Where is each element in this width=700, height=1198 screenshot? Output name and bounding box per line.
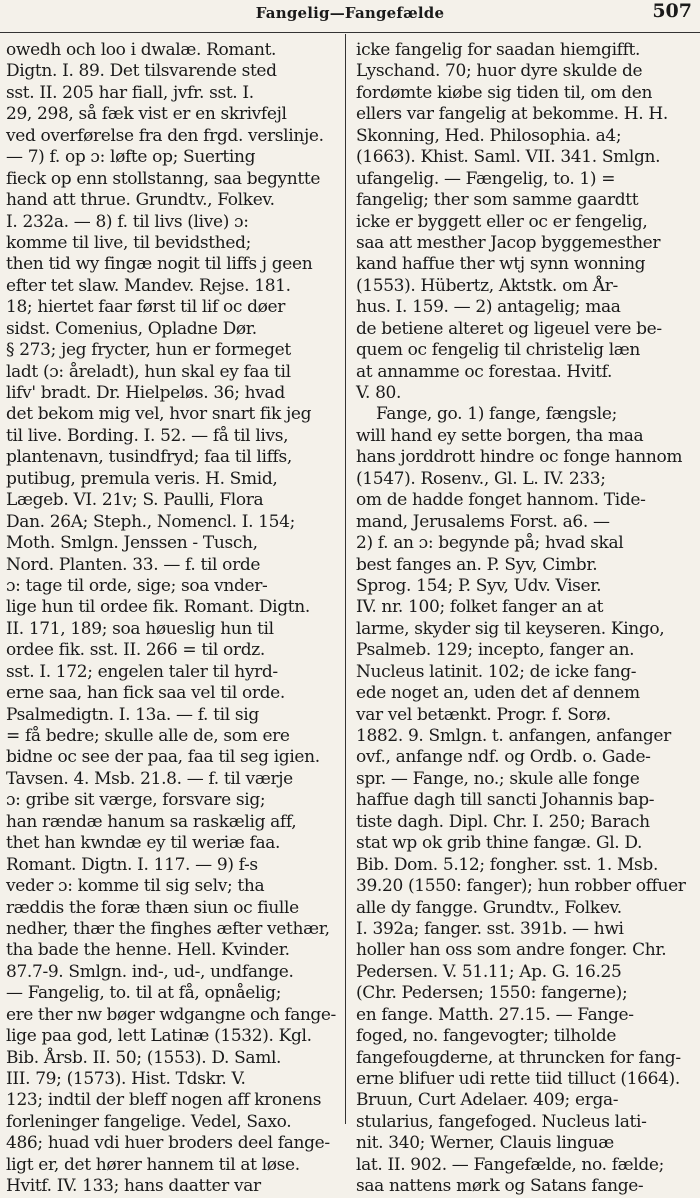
text-line: spr. — Fange, no.; skule alle fonge xyxy=(356,768,640,789)
text-line: saa nattens mørk og Satans fange- xyxy=(356,1176,644,1197)
text-line: Psalmedigtn. I. 13a. — f. til sig xyxy=(6,704,259,725)
text-line: bidne oc see der paa, faa til seg igien. xyxy=(6,747,320,768)
text-line: var vel betænkt. Progr. f. Sorø. xyxy=(356,704,611,725)
text-line: IV. nr. 100; folket fanger an at xyxy=(356,597,604,618)
text-line: 29, 298, så fæk vist er en skrivfejl xyxy=(6,104,287,125)
text-line: Lægeb. VI. 21v; S. Paulli, Flora xyxy=(6,490,264,511)
text-line: 123; indtil der bleff nogen aff kronens xyxy=(6,1090,322,1111)
right-column xyxy=(356,40,686,1197)
text-line: foged, no. fangevogter; tilholde xyxy=(356,1026,617,1047)
text-line: best fanges an. P. Syv, Cimbr. xyxy=(356,554,598,575)
text-line: — Fangelig, to. til at få, opnåelig; xyxy=(6,983,282,1004)
text-line: til live. Bording. I. 52. — få til livs, xyxy=(6,425,289,446)
text-line: I. 232a. — 8) f. til livs (live) ɔ: xyxy=(6,211,249,232)
text-line: Digtn. I. 89. Det tilsvarende sted xyxy=(6,61,277,82)
text-line: ere ther nw bøger wdgangne och fange- xyxy=(6,1004,336,1025)
text-line: 486; huad vdi huer broders deel fange- xyxy=(6,1133,330,1154)
header-rule xyxy=(0,32,700,33)
text-line: 1882. 9. Smlgn. t. anfangen, anfanger xyxy=(356,726,671,746)
text-line: kand haffue ther wtj synn wonning xyxy=(356,254,646,275)
text-line: haffue dagh till sancti Johannis bap- xyxy=(356,790,655,811)
text-line: de betiene alteret og ligeuel vere be- xyxy=(356,318,662,339)
text-line: (Chr. Pedersen; 1550: fangerne); xyxy=(356,983,628,1004)
text-line: lige paa god, lett Latinæ (1532). Kgl. xyxy=(6,1026,312,1047)
text-line: larme, skyder sig til keyseren. Kingo, xyxy=(356,618,665,639)
text-line: om de hadde fonget hannom. Tide- xyxy=(356,490,646,511)
text-line: at annamme oc forestaa. Hvitf. xyxy=(356,361,613,382)
text-line: = få bedre; skulle alle de, som ere xyxy=(6,726,290,746)
text-line: thet han kwndæ ey til weriæ faa. xyxy=(6,833,281,854)
text-line: ellers var fangelig at bekomme. H. H. xyxy=(356,104,668,125)
text-line: hans jorddrott hindre oc fonge hannom xyxy=(356,447,683,468)
text-line: § 273; jeg frycter, hun er formeget xyxy=(6,340,291,361)
text-line: Bib. Dom. 5.12; fongher. sst. 1. Msb. xyxy=(356,854,659,875)
text-line: 2) f. an ɔ: begynde på; hvad skal xyxy=(356,533,624,554)
text-line: komme til live, til bevidsthed; xyxy=(6,232,251,253)
text-line: then tid wy fingæ nogit til liffs j geen xyxy=(6,254,313,275)
text-line: III. 79; (1573). Hist. Tdskr. V. xyxy=(6,1069,246,1089)
text-line: efter tet slaw. Mandev. Rejse. 181. xyxy=(6,275,291,296)
text-line: ræddis the foræ thæn siun oc fiulle xyxy=(6,897,299,918)
text-line: Pedersen. V. 51.11; Ap. G. 16.25 xyxy=(356,961,622,982)
column-divider xyxy=(345,34,346,1124)
text-line: Bruun, Curt Adelaer. 409; erga- xyxy=(356,1090,619,1111)
text-line: nedher, thær the finghes æfter vethær, xyxy=(6,918,330,939)
text-line: han rændæ hanum sa raskælig aff, xyxy=(6,811,297,832)
text-line: alle dy fangge. Grundtv., Folkev. xyxy=(356,897,622,918)
text-line: nit. 340; Werner, Clauis linguæ xyxy=(356,1133,614,1154)
text-line: Psalmeb. 129; incepto, fanger an. xyxy=(356,640,635,661)
text-line: sst. II. 205 har fiall, jvfr. sst. I. xyxy=(6,82,254,103)
text-line: ede noget an, uden det af dennem xyxy=(356,683,640,704)
text-line: quem oc fengelig til christelig læn xyxy=(356,340,641,361)
text-line: fordømte kiøbe sig tiden til, om den xyxy=(356,82,653,103)
text-line: holler han oss som andre fonger. Chr. xyxy=(356,940,667,961)
text-line: ɔ: gribe sit værge, forsvare sig; xyxy=(6,790,266,811)
text-line: will hand ey sette borgen, tha maa xyxy=(356,425,644,446)
text-line: ufangelig. — Fængelig, to. 1) = xyxy=(356,168,616,189)
text-line: hand att thrue. Grundtv., Folkev. xyxy=(6,190,275,211)
text-line: fangefougderne, at thruncken for fang- xyxy=(356,1047,681,1068)
text-line: sst. I. 172; engelen taler til hyrd- xyxy=(6,661,278,682)
text-line: — 7) f. op ɔ: løfte op; Suerting xyxy=(6,147,256,168)
text-line: Skonning, Hed. Philosophia. a4; xyxy=(356,125,622,146)
left-column xyxy=(6,40,336,1197)
text-line: ved overførelse fra den frgd. verslinje. xyxy=(6,125,324,146)
text-line: erne saa, han fick saa vel til orde. xyxy=(6,683,285,704)
text-line: forleninger fangelige. Vedel, Saxo. xyxy=(6,1111,292,1132)
running-head: Fangelig—Fangefælde xyxy=(255,4,445,22)
text-line: Romant. Digtn. I. 117. — 9) f-s xyxy=(6,854,258,875)
text-line: ovf., anfange ndf. og Ordb. o. Gade- xyxy=(356,747,651,768)
text-line: ɔ: tage til orde, sige; soa vnder- xyxy=(6,575,268,596)
text-line: icke er byggett eller oc er fengelig, xyxy=(356,211,648,232)
text-line: en fange. Matth. 27.15. — Fange- xyxy=(356,1004,634,1025)
text-line: Fange, go. 1) fange, fængsle; xyxy=(376,404,617,425)
text-line: ordee fik. sst. II. 266 = til ordz. xyxy=(6,640,265,661)
text-line: saa att mesther Jacop byggemesther xyxy=(356,232,661,253)
text-line: plantenavn, tusindfryd; faa til liffs, xyxy=(6,447,292,468)
text-line: I. 392a; fanger. sst. 391b. — hwi xyxy=(356,918,624,939)
text-line: Nord. Planten. 33. — f. til orde xyxy=(6,554,261,575)
text-line: Tavsen. 4. Msb. 21.8. — f. til værje xyxy=(6,768,293,789)
text-line: 39.20 (1550: fanger); hun robber offuer xyxy=(356,876,686,897)
text-line: Dan. 26A; Steph., Nomencl. I. 154; xyxy=(6,511,295,532)
page-number: 507 xyxy=(652,0,692,22)
text-line: mand, Jerusalems Forst. a6. — xyxy=(356,511,610,532)
text-line: erne blifuer udi rette tiid tilluct (1664). xyxy=(356,1069,680,1089)
text-line: lat. II. 902. — Fangefælde, no. fælde; xyxy=(356,1154,665,1175)
text-line: II. 171, 189; soa høueslig hun til xyxy=(6,618,274,639)
text-line: fangelig; ther som samme gaardtt xyxy=(356,190,639,211)
text-line: ladt (ɔ: åreladt), hun skal ey faa til xyxy=(6,361,291,382)
text-line: tha bade the henne. Hell. Kvinder. xyxy=(6,940,290,961)
page-header xyxy=(0,0,700,40)
text-line: Nucleus latinit. 102; de icke fang- xyxy=(356,661,637,682)
text-line: tiste dagh. Dipl. Chr. I. 250; Barach xyxy=(356,811,650,832)
text-line: Sprog. 154; P. Syv, Udv. Viser. xyxy=(356,575,602,596)
text-line: ligt er, det hører hannem til at løse. xyxy=(6,1154,300,1175)
text-line: (1553). Hübertz, Aktstk. om År- xyxy=(356,275,618,296)
text-line: lifv' bradt. Dr. Hielpeløs. 36; hvad xyxy=(6,383,285,403)
text-line: V. 80. xyxy=(356,383,402,403)
text-line: Moth. Smlgn. Jenssen - Tusch, xyxy=(6,533,258,554)
text-line: (1663). Khist. Saml. VII. 341. Smlgn. xyxy=(356,147,661,168)
text-line: fieck op enn stollstanng, saa begyntte xyxy=(6,168,321,189)
text-line: Hvitf. IV. 133; hans daatter var xyxy=(6,1176,261,1197)
text-line: det bekom mig vel, hvor snart fik jeg xyxy=(6,404,312,425)
text-line: Bib. Årsb. II. 50; (1553). D. Saml. xyxy=(6,1047,282,1068)
text-line: sidst. Comenius, Opladne Dør. xyxy=(6,318,257,339)
text-line: veder ɔ: komme til sig selv; tha xyxy=(6,876,265,897)
text-line: putibug, premula veris. H. Smid, xyxy=(6,468,278,489)
text-line: 18; hiertet faar først til lif oc døer xyxy=(6,297,286,318)
text-line: 87.7-9. Smlgn. ind-, ud-, undfange. xyxy=(6,961,294,982)
text-line: hus. I. 159. — 2) antagelig; maa xyxy=(356,297,621,318)
text-line: lige hun til ordee fik. Romant. Digtn. xyxy=(6,597,310,618)
text-line: owedh och loo i dwalæ. Romant. xyxy=(6,40,277,60)
text-line: stularius, fangefoged. Nucleus lati- xyxy=(356,1111,647,1132)
text-line: icke fangelig for saadan hiemgifft. xyxy=(356,40,641,60)
text-line: stat wp ok grib thine fangæ. Gl. D. xyxy=(356,833,643,854)
text-line: (1547). Rosenv., Gl. L. IV. 233; xyxy=(356,468,606,489)
text-line: Lyschand. 70; huor dyre skulde de xyxy=(356,61,643,82)
